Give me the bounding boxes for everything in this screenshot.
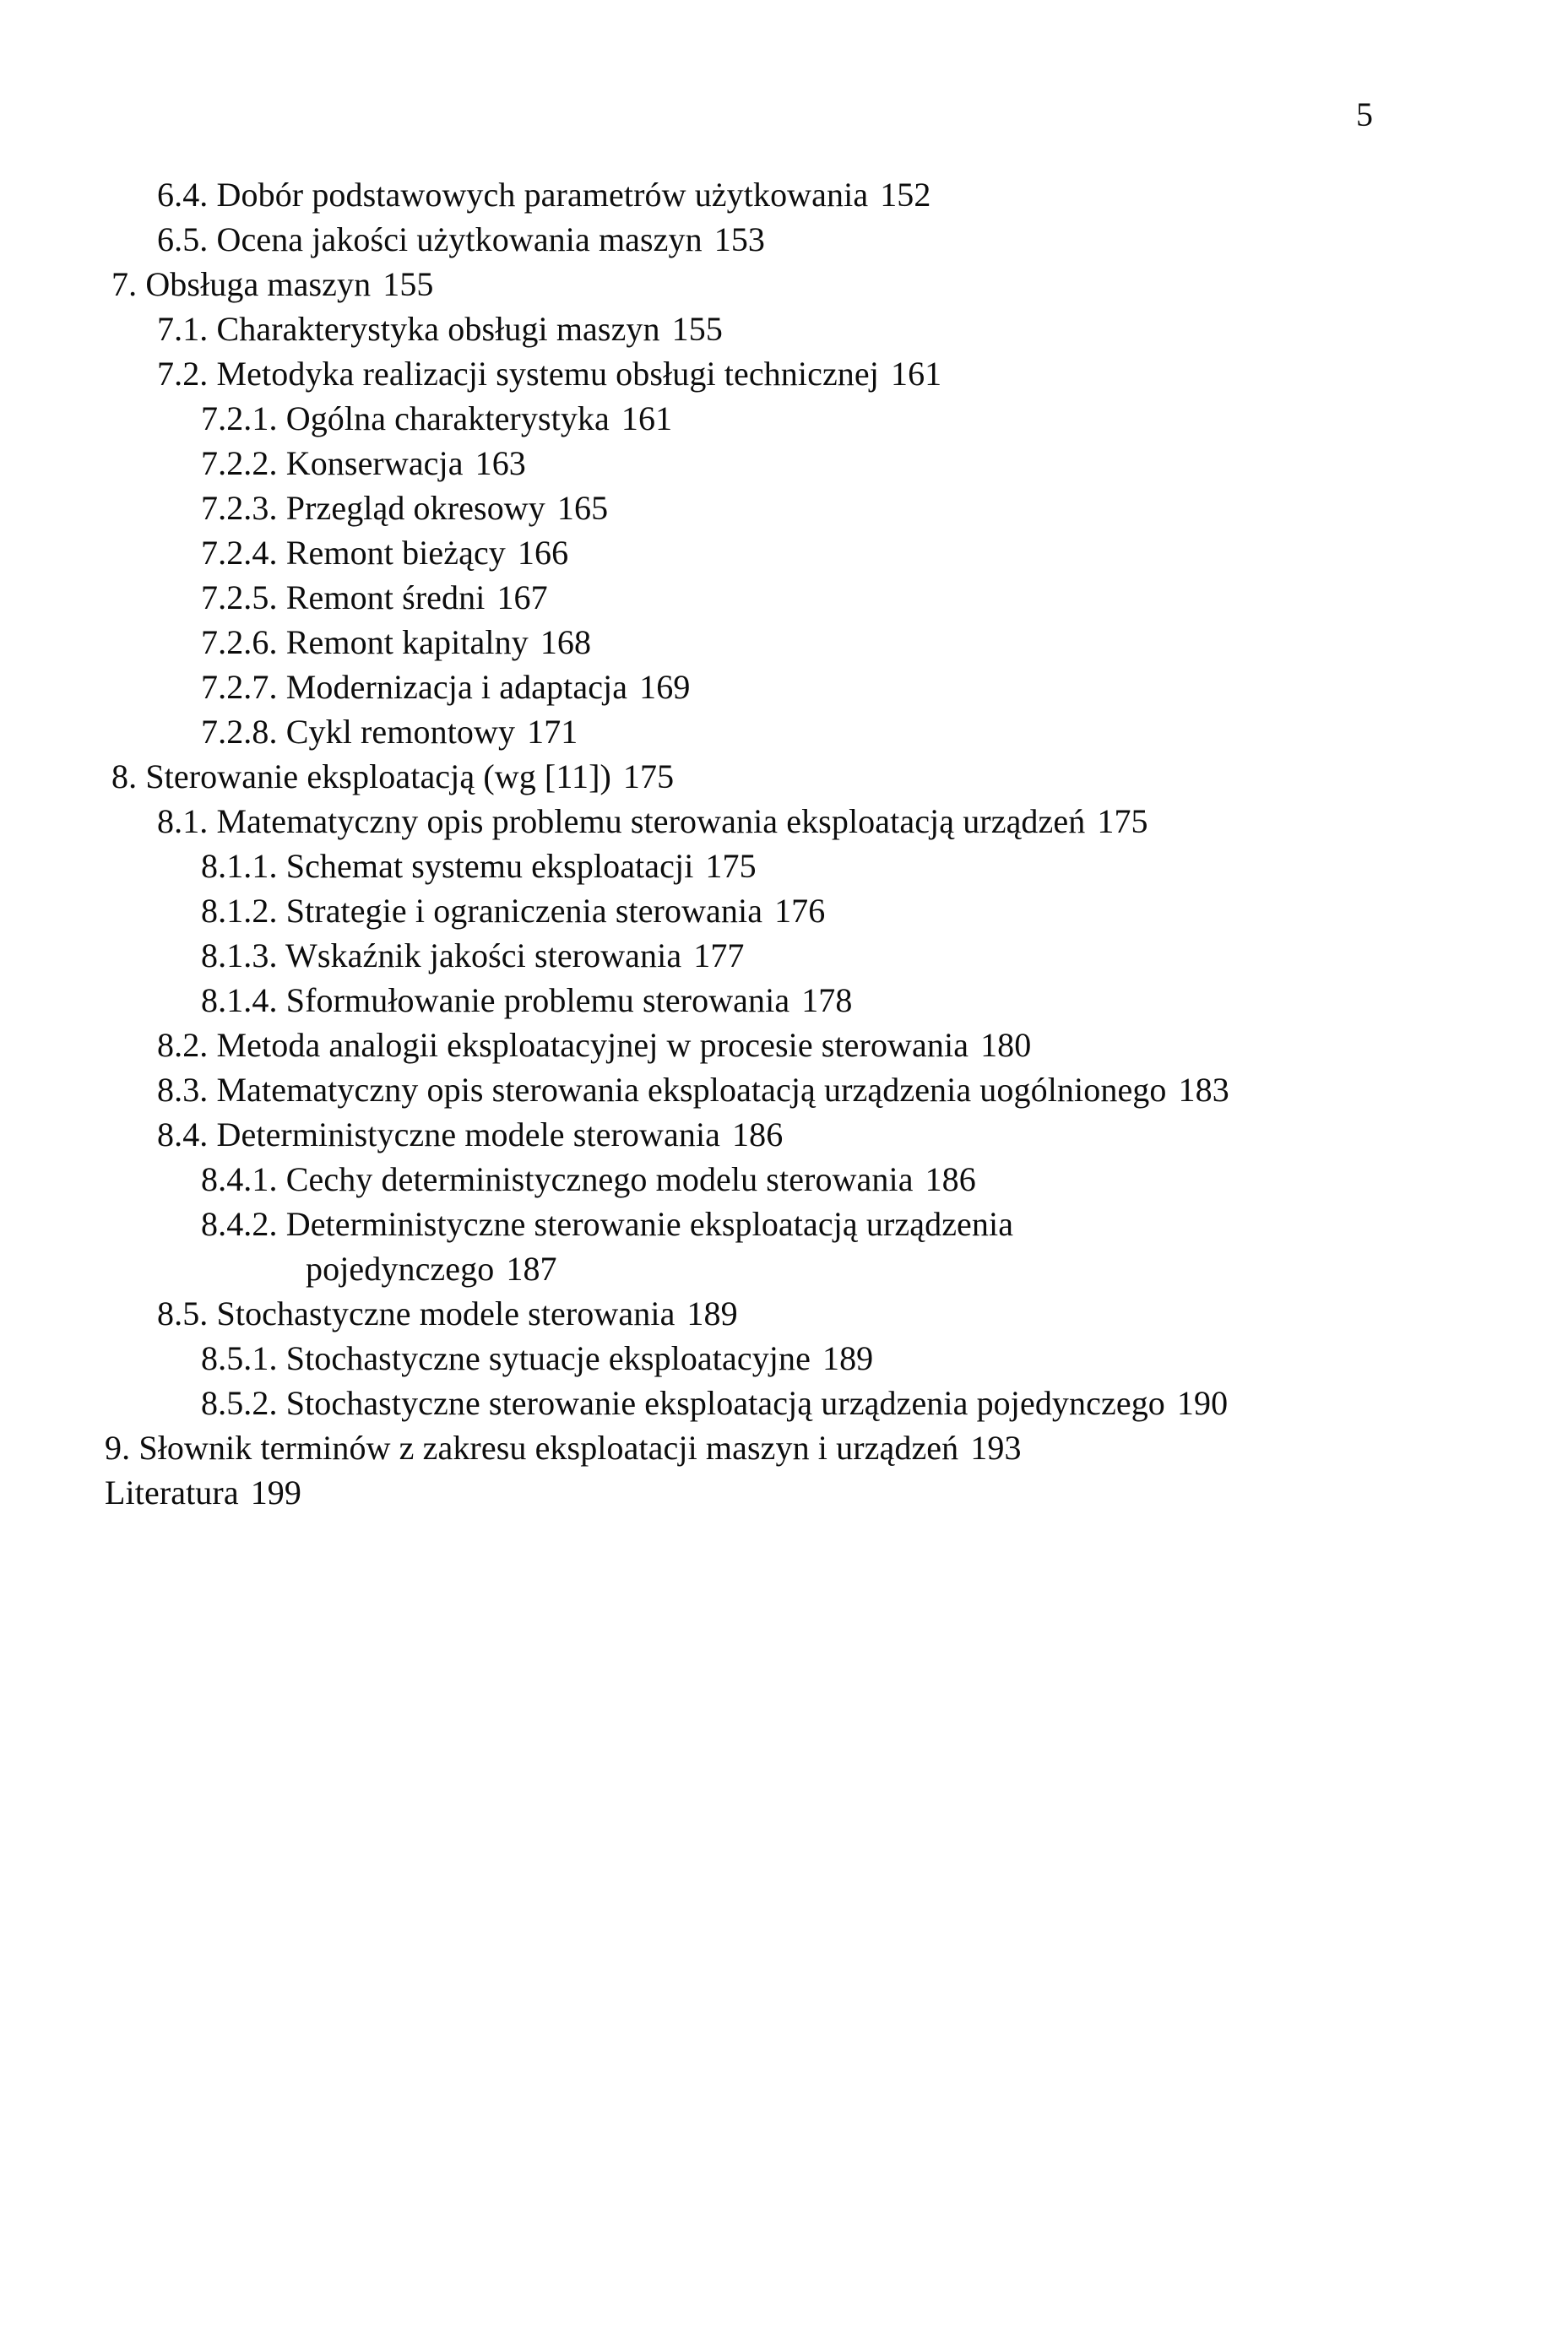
toc-entry bbox=[111, 754, 674, 799]
toc-entry bbox=[201, 1381, 1228, 1425]
toc-title: Obsługa maszyn bbox=[145, 265, 372, 303]
toc-entry bbox=[201, 888, 825, 933]
toc-page: 167 bbox=[496, 578, 548, 616]
toc-page: 180 bbox=[980, 1026, 1032, 1064]
toc-title: Remont bieżący bbox=[285, 534, 506, 572]
toc-number: 7. bbox=[111, 265, 138, 303]
toc-number: 8.1.3. bbox=[201, 936, 278, 974]
toc-number: 8.4.2. bbox=[201, 1205, 278, 1243]
toc-entry bbox=[157, 1023, 1031, 1067]
toc-title: Strategie i ograniczenia sterowania bbox=[285, 892, 763, 930]
toc-number: 8.4.1. bbox=[201, 1160, 278, 1198]
toc-title: Matematyczny opis sterowania eksploatacją urządzenia uogólnionego bbox=[216, 1071, 1167, 1109]
toc-title: Metodyka realizacji systemu obsługi technicznej bbox=[216, 355, 879, 393]
toc-title: Wskaźnik jakości sterowania bbox=[285, 936, 682, 974]
toc-page: 186 bbox=[732, 1115, 784, 1153]
toc-page: 189 bbox=[686, 1294, 738, 1332]
toc-entry bbox=[201, 575, 548, 620]
toc-page: 177 bbox=[693, 936, 745, 974]
toc-page: 175 bbox=[1097, 802, 1148, 840]
toc-page: 169 bbox=[639, 668, 691, 706]
toc-entry bbox=[201, 709, 578, 754]
toc-page: 175 bbox=[622, 757, 675, 795]
toc-page: 189 bbox=[822, 1339, 874, 1377]
toc-title: Charakterystyka obsługi maszyn bbox=[216, 310, 660, 348]
toc-entry bbox=[157, 172, 931, 217]
toc-title: Stochastyczne sytuacje eksploatacyjne bbox=[285, 1339, 811, 1377]
toc-entry bbox=[201, 665, 690, 709]
toc-number: 7.2.2. bbox=[201, 444, 278, 482]
toc-title: Sformułowanie problemu sterowania bbox=[285, 981, 790, 1019]
toc-entry bbox=[157, 799, 1148, 844]
toc-number: 8.2. bbox=[157, 1026, 209, 1064]
toc-page: 163 bbox=[475, 444, 526, 482]
toc-title: Deterministyczne modele sterowania bbox=[216, 1115, 721, 1153]
toc-entry bbox=[111, 262, 434, 307]
toc-title: Sterowanie eksploatacją (wg [11]) bbox=[145, 757, 611, 795]
toc-title: Matematyczny opis problemu sterowania eksploatacją urządzeń bbox=[216, 802, 1086, 840]
toc-number: 7.1. bbox=[157, 310, 209, 348]
toc-title: Ocena jakości użytkowania maszyn bbox=[216, 220, 703, 258]
toc-number: 8.4. bbox=[157, 1115, 209, 1153]
toc-entry bbox=[201, 441, 526, 486]
toc-page: 153 bbox=[713, 220, 766, 258]
toc-entry bbox=[201, 620, 591, 665]
toc-title: Stochastyczne modele sterowania bbox=[216, 1294, 675, 1332]
toc-number: 8.1. bbox=[157, 802, 209, 840]
toc-title: Deterministyczne sterowanie eksploatacją urządzenia bbox=[285, 1205, 1014, 1243]
page-number: 5 bbox=[1356, 95, 1373, 133]
toc-title: Ogólna charakterystyka bbox=[285, 399, 610, 437]
toc-page: 161 bbox=[621, 399, 673, 437]
toc-entry bbox=[201, 1157, 976, 1202]
toc-number: 7.2.5. bbox=[201, 578, 278, 616]
toc-entry bbox=[105, 1470, 301, 1515]
toc-page: 171 bbox=[527, 713, 578, 751]
toc-entry bbox=[201, 530, 568, 575]
toc-number: 7.2.7. bbox=[201, 668, 278, 706]
toc-page: 186 bbox=[925, 1160, 976, 1198]
toc-page: 193 bbox=[970, 1429, 1022, 1467]
toc-page: 187 bbox=[506, 1250, 557, 1288]
toc-number: 8.5.2. bbox=[201, 1384, 278, 1422]
toc-number: 8.1.1. bbox=[201, 847, 278, 885]
toc-title: Stochastyczne sterowanie eksploatacją urządzenia pojedynczego bbox=[285, 1384, 1165, 1422]
toc-number: 8.1.4. bbox=[201, 981, 278, 1019]
toc-number: 7.2.6. bbox=[201, 623, 278, 661]
toc-number: 8.1.2. bbox=[201, 892, 278, 930]
toc-page: 168 bbox=[540, 623, 592, 661]
toc-entry bbox=[201, 1202, 1025, 1246]
toc-page: 152 bbox=[880, 176, 931, 214]
toc-number: 7.2.4. bbox=[201, 534, 278, 572]
toc-entry bbox=[201, 486, 608, 530]
toc-title: Konserwacja bbox=[285, 444, 464, 482]
toc-number: 7.2.3. bbox=[201, 489, 278, 527]
toc-number: 8.5. bbox=[157, 1294, 209, 1332]
toc-entry bbox=[157, 307, 723, 351]
toc-entry bbox=[201, 1336, 873, 1381]
toc-title: Cykl remontowy bbox=[285, 713, 516, 751]
toc-number: 7.2.8. bbox=[201, 713, 278, 751]
toc-title: Literatura bbox=[105, 1473, 239, 1511]
toc-title: Remont średni bbox=[285, 578, 486, 616]
toc-entry-continuation bbox=[306, 1246, 557, 1291]
toc-page: 161 bbox=[890, 355, 942, 393]
toc-entry bbox=[157, 217, 765, 262]
toc-number: 8. bbox=[111, 757, 138, 795]
toc-page: 165 bbox=[556, 489, 609, 527]
toc-entry bbox=[105, 1425, 1022, 1470]
toc-number: 8.3. bbox=[157, 1071, 209, 1109]
toc-page: 155 bbox=[383, 265, 434, 303]
toc-number: 6.5. bbox=[157, 220, 209, 258]
toc-page: 178 bbox=[801, 981, 853, 1019]
toc-number: 7.2. bbox=[157, 355, 209, 393]
toc-entry bbox=[157, 1291, 738, 1336]
toc-page: 183 bbox=[1178, 1071, 1229, 1109]
toc-title: Słownik terminów z zakresu eksploatacji maszyn i urządzeń bbox=[138, 1429, 959, 1467]
toc-title: pojedynczego bbox=[306, 1250, 495, 1288]
toc-number: 9. bbox=[105, 1429, 131, 1467]
toc-title: Cechy deterministycznego modelu sterowania bbox=[285, 1160, 914, 1198]
toc-page: 155 bbox=[671, 310, 723, 348]
toc-entry bbox=[157, 351, 941, 396]
toc-entry bbox=[201, 933, 745, 978]
toc-entry bbox=[157, 1112, 783, 1157]
toc-title: Metoda analogii eksploatacyjnej w procesie sterowania bbox=[216, 1026, 969, 1064]
toc-title: Remont kapitalny bbox=[285, 623, 529, 661]
toc-number: 6.4. bbox=[157, 176, 209, 214]
toc-page: 190 bbox=[1176, 1384, 1229, 1422]
toc-entry bbox=[157, 1067, 1229, 1112]
toc-page: 176 bbox=[774, 892, 826, 930]
toc-title: Schemat systemu eksploatacji bbox=[285, 847, 694, 885]
toc-title: Przegląd okresowy bbox=[285, 489, 545, 527]
toc-number: 8.5.1. bbox=[201, 1339, 278, 1377]
toc-title: Modernizacja i adaptacja bbox=[285, 668, 628, 706]
toc-page: 166 bbox=[517, 534, 569, 572]
toc-entry bbox=[201, 978, 853, 1023]
toc-page: 199 bbox=[250, 1473, 301, 1511]
toc-number: 7.2.1. bbox=[201, 399, 278, 437]
toc-page: 175 bbox=[705, 847, 757, 885]
toc-entry bbox=[201, 396, 672, 441]
toc-entry bbox=[201, 844, 757, 888]
toc-title: Dobór podstawowych parametrów użytkowania bbox=[216, 176, 869, 214]
